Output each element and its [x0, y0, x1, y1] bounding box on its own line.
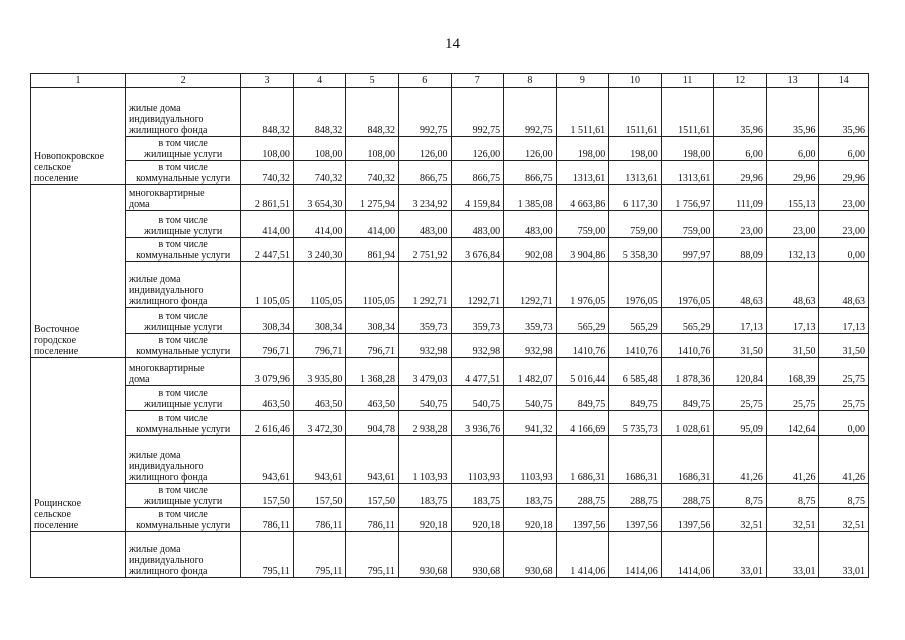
- value-cell: 95,09: [714, 411, 767, 436]
- value-cell: 111,09: [714, 185, 767, 211]
- value-cell: 759,00: [556, 211, 609, 238]
- value-cell: 3 234,92: [398, 185, 451, 211]
- value-cell: 943,61: [293, 436, 346, 484]
- value-cell: 155,13: [766, 185, 819, 211]
- value-cell: 849,75: [609, 386, 662, 411]
- value-cell: 359,73: [398, 308, 451, 334]
- value-cell: 35,96: [714, 88, 767, 137]
- column-number-6: 6: [398, 74, 451, 88]
- column-number-10: 10: [609, 74, 662, 88]
- value-cell: 740,32: [241, 161, 294, 185]
- value-cell: 6 585,48: [609, 358, 662, 386]
- value-cell: 992,75: [398, 88, 451, 137]
- value-cell: 29,96: [819, 161, 869, 185]
- value-cell: 1 976,05: [556, 262, 609, 308]
- value-cell: 920,18: [398, 508, 451, 532]
- value-cell: 88,09: [714, 238, 767, 262]
- column-number-9: 9: [556, 74, 609, 88]
- value-cell: 2 938,28: [398, 411, 451, 436]
- value-cell: 1 385,08: [504, 185, 557, 211]
- value-cell: 795,11: [346, 532, 399, 578]
- value-cell: 168,39: [766, 358, 819, 386]
- value-cell: 3 676,84: [451, 238, 504, 262]
- housing-category: многоквартирные дома: [126, 358, 241, 386]
- value-cell: 932,98: [398, 334, 451, 358]
- value-cell: 31,50: [714, 334, 767, 358]
- value-cell: 48,63: [819, 262, 869, 308]
- value-cell: 157,50: [346, 484, 399, 508]
- value-cell: 6,00: [714, 137, 767, 161]
- value-cell: 31,50: [766, 334, 819, 358]
- value-cell: 796,71: [293, 334, 346, 358]
- value-cell: 2 751,92: [398, 238, 451, 262]
- tariff-table: [30, 73, 869, 578]
- value-cell: 126,00: [398, 137, 451, 161]
- value-cell: 17,13: [819, 308, 869, 334]
- value-cell: 183,75: [451, 484, 504, 508]
- value-cell: 142,64: [766, 411, 819, 436]
- value-cell: 198,00: [661, 137, 714, 161]
- value-cell: 126,00: [504, 137, 557, 161]
- value-cell: 1292,71: [504, 262, 557, 308]
- settlement-name: [31, 532, 126, 578]
- value-cell: 359,73: [504, 308, 557, 334]
- value-cell: 157,50: [293, 484, 346, 508]
- value-cell: 288,75: [556, 484, 609, 508]
- value-cell: 48,63: [714, 262, 767, 308]
- value-cell: 33,01: [819, 532, 869, 578]
- value-cell: 1414,06: [609, 532, 662, 578]
- value-cell: 108,00: [293, 137, 346, 161]
- value-cell: 795,11: [293, 532, 346, 578]
- value-cell: 198,00: [556, 137, 609, 161]
- value-cell: 31,50: [819, 334, 869, 358]
- housing-category: жилые дома индивидуального жилищного фонда: [126, 532, 241, 578]
- housing-category: жилые дома индивидуального жилищного фонда: [126, 88, 241, 137]
- value-cell: 183,75: [504, 484, 557, 508]
- housing-category: в том числе коммунальные услуги: [126, 411, 241, 436]
- table-row: [31, 484, 869, 508]
- value-cell: 943,61: [241, 436, 294, 484]
- value-cell: 414,00: [346, 211, 399, 238]
- value-cell: 4 477,51: [451, 358, 504, 386]
- table-row: [31, 238, 869, 262]
- table-row: [31, 386, 869, 411]
- value-cell: 866,75: [398, 161, 451, 185]
- value-cell: 849,75: [661, 386, 714, 411]
- value-cell: 1397,56: [556, 508, 609, 532]
- value-cell: 902,08: [504, 238, 557, 262]
- value-cell: 786,11: [241, 508, 294, 532]
- value-cell: 198,00: [609, 137, 662, 161]
- page-number: 14: [445, 36, 460, 52]
- column-number-5: 5: [346, 74, 399, 88]
- value-cell: 23,00: [714, 211, 767, 238]
- value-cell: 1414,06: [661, 532, 714, 578]
- value-cell: 5 358,30: [609, 238, 662, 262]
- value-cell: 414,00: [293, 211, 346, 238]
- value-cell: 483,00: [451, 211, 504, 238]
- value-cell: 992,75: [451, 88, 504, 137]
- housing-category: в том числе жилищные услуги: [126, 484, 241, 508]
- value-cell: 3 240,30: [293, 238, 346, 262]
- housing-category: в том числе коммунальные услуги: [126, 508, 241, 532]
- value-cell: 1 028,61: [661, 411, 714, 436]
- housing-category: жилые дома индивидуального жилищного фонда: [126, 262, 241, 308]
- column-number-12: 12: [714, 74, 767, 88]
- value-cell: 1686,31: [661, 436, 714, 484]
- value-cell: 932,98: [451, 334, 504, 358]
- value-cell: 1292,71: [451, 262, 504, 308]
- value-cell: 941,32: [504, 411, 557, 436]
- value-cell: 126,00: [451, 137, 504, 161]
- value-cell: 565,29: [556, 308, 609, 334]
- value-cell: 5 016,44: [556, 358, 609, 386]
- value-cell: 759,00: [661, 211, 714, 238]
- value-cell: 463,50: [346, 386, 399, 411]
- value-cell: 132,13: [766, 238, 819, 262]
- value-cell: 786,11: [293, 508, 346, 532]
- value-cell: 6 117,30: [609, 185, 662, 211]
- value-cell: 108,00: [241, 137, 294, 161]
- value-cell: 920,18: [451, 508, 504, 532]
- value-cell: 1 275,94: [346, 185, 399, 211]
- value-cell: 866,75: [504, 161, 557, 185]
- value-cell: 1105,05: [293, 262, 346, 308]
- value-cell: 33,01: [714, 532, 767, 578]
- value-cell: 565,29: [609, 308, 662, 334]
- value-cell: 359,73: [451, 308, 504, 334]
- housing-category: в том числе коммунальные услуги: [126, 238, 241, 262]
- value-cell: 32,51: [819, 508, 869, 532]
- column-number-13: 13: [766, 74, 819, 88]
- value-cell: 1103,93: [504, 436, 557, 484]
- value-cell: 1511,61: [661, 88, 714, 137]
- value-cell: 6,00: [766, 137, 819, 161]
- value-cell: 866,75: [451, 161, 504, 185]
- column-number-row: [31, 74, 869, 88]
- value-cell: 25,75: [819, 386, 869, 411]
- settlement-name: Новопокровское сельское поселение: [31, 88, 126, 185]
- value-cell: 992,75: [504, 88, 557, 137]
- value-cell: 1686,31: [609, 436, 662, 484]
- value-cell: 740,32: [346, 161, 399, 185]
- value-cell: 930,68: [398, 532, 451, 578]
- value-cell: 1511,61: [609, 88, 662, 137]
- value-cell: 483,00: [398, 211, 451, 238]
- table-row: [31, 161, 869, 185]
- housing-category: в том числе коммунальные услуги: [126, 334, 241, 358]
- value-cell: 930,68: [504, 532, 557, 578]
- value-cell: 4 166,69: [556, 411, 609, 436]
- value-cell: 932,98: [504, 334, 557, 358]
- value-cell: 23,00: [819, 185, 869, 211]
- value-cell: 1 292,71: [398, 262, 451, 308]
- column-number-1: 1: [31, 74, 126, 88]
- table-row: [31, 334, 869, 358]
- value-cell: 920,18: [504, 508, 557, 532]
- value-cell: 463,50: [241, 386, 294, 411]
- value-cell: 414,00: [241, 211, 294, 238]
- value-cell: 849,75: [556, 386, 609, 411]
- table-row: [31, 308, 869, 334]
- value-cell: 108,00: [346, 137, 399, 161]
- value-cell: 796,71: [241, 334, 294, 358]
- value-cell: 120,84: [714, 358, 767, 386]
- value-cell: 1 756,97: [661, 185, 714, 211]
- value-cell: 8,75: [819, 484, 869, 508]
- value-cell: 540,75: [451, 386, 504, 411]
- value-cell: 3 936,76: [451, 411, 504, 436]
- value-cell: 1 414,06: [556, 532, 609, 578]
- value-cell: 3 935,80: [293, 358, 346, 386]
- value-cell: 288,75: [661, 484, 714, 508]
- table-row: [31, 137, 869, 161]
- value-cell: 3 479,03: [398, 358, 451, 386]
- value-cell: 4 663,86: [556, 185, 609, 211]
- housing-category: многоквартирные дома: [126, 185, 241, 211]
- value-cell: 848,32: [293, 88, 346, 137]
- housing-category: в том числе коммунальные услуги: [126, 161, 241, 185]
- value-cell: 2 616,46: [241, 411, 294, 436]
- value-cell: 25,75: [819, 358, 869, 386]
- value-cell: 33,01: [766, 532, 819, 578]
- value-cell: 308,34: [241, 308, 294, 334]
- value-cell: 4 159,84: [451, 185, 504, 211]
- value-cell: 463,50: [293, 386, 346, 411]
- value-cell: 1 482,07: [504, 358, 557, 386]
- value-cell: 861,94: [346, 238, 399, 262]
- value-cell: 183,75: [398, 484, 451, 508]
- value-cell: 1313,61: [556, 161, 609, 185]
- value-cell: 997,97: [661, 238, 714, 262]
- value-cell: 2 447,51: [241, 238, 294, 262]
- table-row: [31, 532, 869, 578]
- value-cell: 565,29: [661, 308, 714, 334]
- value-cell: 1410,76: [661, 334, 714, 358]
- settlement-name: Рощинское сельское поселение: [31, 358, 126, 532]
- table-row: [31, 508, 869, 532]
- value-cell: 1410,76: [609, 334, 662, 358]
- table-row: [31, 185, 869, 211]
- value-cell: 1397,56: [609, 508, 662, 532]
- table-row: [31, 436, 869, 484]
- value-cell: 41,26: [819, 436, 869, 484]
- value-cell: 2 861,51: [241, 185, 294, 211]
- value-cell: 17,13: [766, 308, 819, 334]
- column-number-8: 8: [504, 74, 557, 88]
- value-cell: 1 103,93: [398, 436, 451, 484]
- value-cell: 848,32: [241, 88, 294, 137]
- value-cell: 3 904,86: [556, 238, 609, 262]
- value-cell: 904,78: [346, 411, 399, 436]
- value-cell: 3 654,30: [293, 185, 346, 211]
- value-cell: 1410,76: [556, 334, 609, 358]
- value-cell: 1 511,61: [556, 88, 609, 137]
- table-row: [31, 211, 869, 238]
- value-cell: 1 368,28: [346, 358, 399, 386]
- value-cell: 5 735,73: [609, 411, 662, 436]
- value-cell: 483,00: [504, 211, 557, 238]
- value-cell: 32,51: [714, 508, 767, 532]
- value-cell: 1 686,31: [556, 436, 609, 484]
- value-cell: 23,00: [766, 211, 819, 238]
- value-cell: 1313,61: [609, 161, 662, 185]
- value-cell: 0,00: [819, 238, 869, 262]
- housing-category: жилые дома индивидуального жилищного фонда: [126, 436, 241, 484]
- value-cell: 8,75: [766, 484, 819, 508]
- value-cell: 25,75: [714, 386, 767, 411]
- table-row: [31, 358, 869, 386]
- table-row: [31, 88, 869, 137]
- value-cell: 35,96: [766, 88, 819, 137]
- value-cell: 795,11: [241, 532, 294, 578]
- value-cell: 1103,93: [451, 436, 504, 484]
- value-cell: 35,96: [819, 88, 869, 137]
- value-cell: 23,00: [819, 211, 869, 238]
- value-cell: 308,34: [346, 308, 399, 334]
- value-cell: 1 105,05: [241, 262, 294, 308]
- value-cell: 1976,05: [609, 262, 662, 308]
- value-cell: 308,34: [293, 308, 346, 334]
- value-cell: 3 079,96: [241, 358, 294, 386]
- value-cell: 48,63: [766, 262, 819, 308]
- value-cell: 288,75: [609, 484, 662, 508]
- value-cell: 930,68: [451, 532, 504, 578]
- value-cell: 157,50: [241, 484, 294, 508]
- value-cell: 1 878,36: [661, 358, 714, 386]
- value-cell: 740,32: [293, 161, 346, 185]
- value-cell: 0,00: [819, 411, 869, 436]
- column-number-3: 3: [241, 74, 294, 88]
- value-cell: 32,51: [766, 508, 819, 532]
- value-cell: 1976,05: [661, 262, 714, 308]
- value-cell: 41,26: [714, 436, 767, 484]
- column-number-4: 4: [293, 74, 346, 88]
- value-cell: 29,96: [766, 161, 819, 185]
- value-cell: 1397,56: [661, 508, 714, 532]
- value-cell: 3 472,30: [293, 411, 346, 436]
- table-row: [31, 262, 869, 308]
- value-cell: 1313,61: [661, 161, 714, 185]
- housing-category: в том числе жилищные услуги: [126, 386, 241, 411]
- value-cell: 29,96: [714, 161, 767, 185]
- value-cell: 540,75: [504, 386, 557, 411]
- value-cell: 848,32: [346, 88, 399, 137]
- settlement-name: Восточное городское поселение: [31, 185, 126, 358]
- value-cell: 786,11: [346, 508, 399, 532]
- table-row: [31, 411, 869, 436]
- housing-category: в том числе жилищные услуги: [126, 308, 241, 334]
- column-number-7: 7: [451, 74, 504, 88]
- column-number-11: 11: [661, 74, 714, 88]
- column-number-2: 2: [126, 74, 241, 88]
- value-cell: 1105,05: [346, 262, 399, 308]
- housing-category: в том числе жилищные услуги: [126, 137, 241, 161]
- value-cell: 796,71: [346, 334, 399, 358]
- value-cell: 759,00: [609, 211, 662, 238]
- column-number-14: 14: [819, 74, 869, 88]
- value-cell: 17,13: [714, 308, 767, 334]
- value-cell: 41,26: [766, 436, 819, 484]
- value-cell: 943,61: [346, 436, 399, 484]
- value-cell: 6,00: [819, 137, 869, 161]
- value-cell: 540,75: [398, 386, 451, 411]
- value-cell: 8,75: [714, 484, 767, 508]
- value-cell: 25,75: [766, 386, 819, 411]
- housing-category: в том числе жилищные услуги: [126, 211, 241, 238]
